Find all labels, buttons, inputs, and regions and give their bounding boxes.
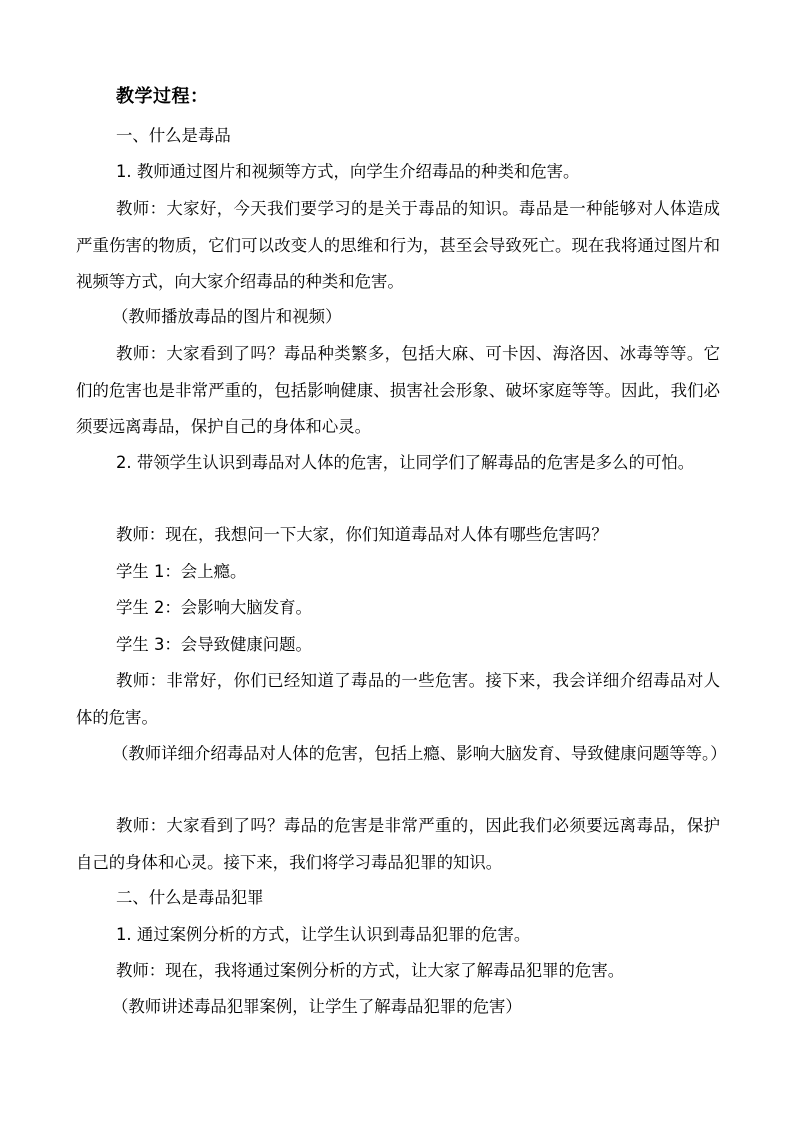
document-page (76, 0, 727, 1123)
teacher-line-summary: 教师：大家看到了吗？毒品的危害是非常严重的，因此我们必须要远离毒品，保护自己的身体和心灵。接下来，我们将学习毒品犯罪的知识。 (76, 816, 720, 872)
step-2-1: 1. 通过案例分析的方式，让学生认识到毒品犯罪的危害。 (116, 925, 531, 944)
teacher-line-intro: 教师：大家好，今天我们要学习的是关于毒品的知识。毒品是一种能够对人体造成严重伤害的物质，它们可以改变人的思维和行为，甚至会导致死亡。现在我将通过图片和视频等方式，向大家介绍毒品的种类和危害。 (76, 199, 720, 291)
step-1-1: 1. 教师通过图片和视频等方式，向学生介绍毒品的种类和危害。 (116, 162, 580, 181)
teacher-line-types: 教师：大家看到了吗？毒品种类繁多，包括大麻、可卡因、海洛因、冰毒等等。它们的危害也是非常严重的，包括影响健康、损害社会形象、破坏家庭等等。因此，我们必须要远离毒品，保护自己的身体和心灵。 (76, 344, 720, 436)
subsection-title-1: 一、什么是毒品 (116, 126, 231, 145)
stage-direction-detail: （教师详细介绍毒品对人体的危害，包括上瘾、影响大脑发育、导致健康问题等等。） (112, 744, 727, 763)
student-2-answer: 学生 2：会影响大脑发育。 (116, 598, 312, 617)
section-heading: 教学过程： (116, 86, 209, 107)
stage-direction-video: （教师播放毒品的图片和视频） (112, 307, 342, 326)
subsection-title-2: 二、什么是毒品犯罪 (116, 888, 264, 907)
teacher-question: 教师：现在，我想问一下大家，你们知道毒品对人体有哪些危害吗？ (116, 525, 608, 544)
stage-direction-case: （教师讲述毒品犯罪案例，让学生了解毒品犯罪的危害） (112, 997, 522, 1016)
teacher-line-case: 教师：现在，我将通过案例分析的方式，让大家了解毒品犯罪的危害。 (116, 961, 625, 980)
step-1-2: 2. 带领学生认识到毒品对人体的危害，让同学们了解毒品的危害是多么的可怕。 (116, 453, 695, 472)
student-1-answer: 学生 1：会上瘾。 (116, 562, 247, 581)
student-3-answer: 学生 3：会导致健康问题。 (116, 635, 312, 654)
teacher-line-praise: 教师：非常好，你们已经知道了毒品的一些危害。接下来，我会详细介绍毒品对人体的危害。 (76, 671, 720, 727)
